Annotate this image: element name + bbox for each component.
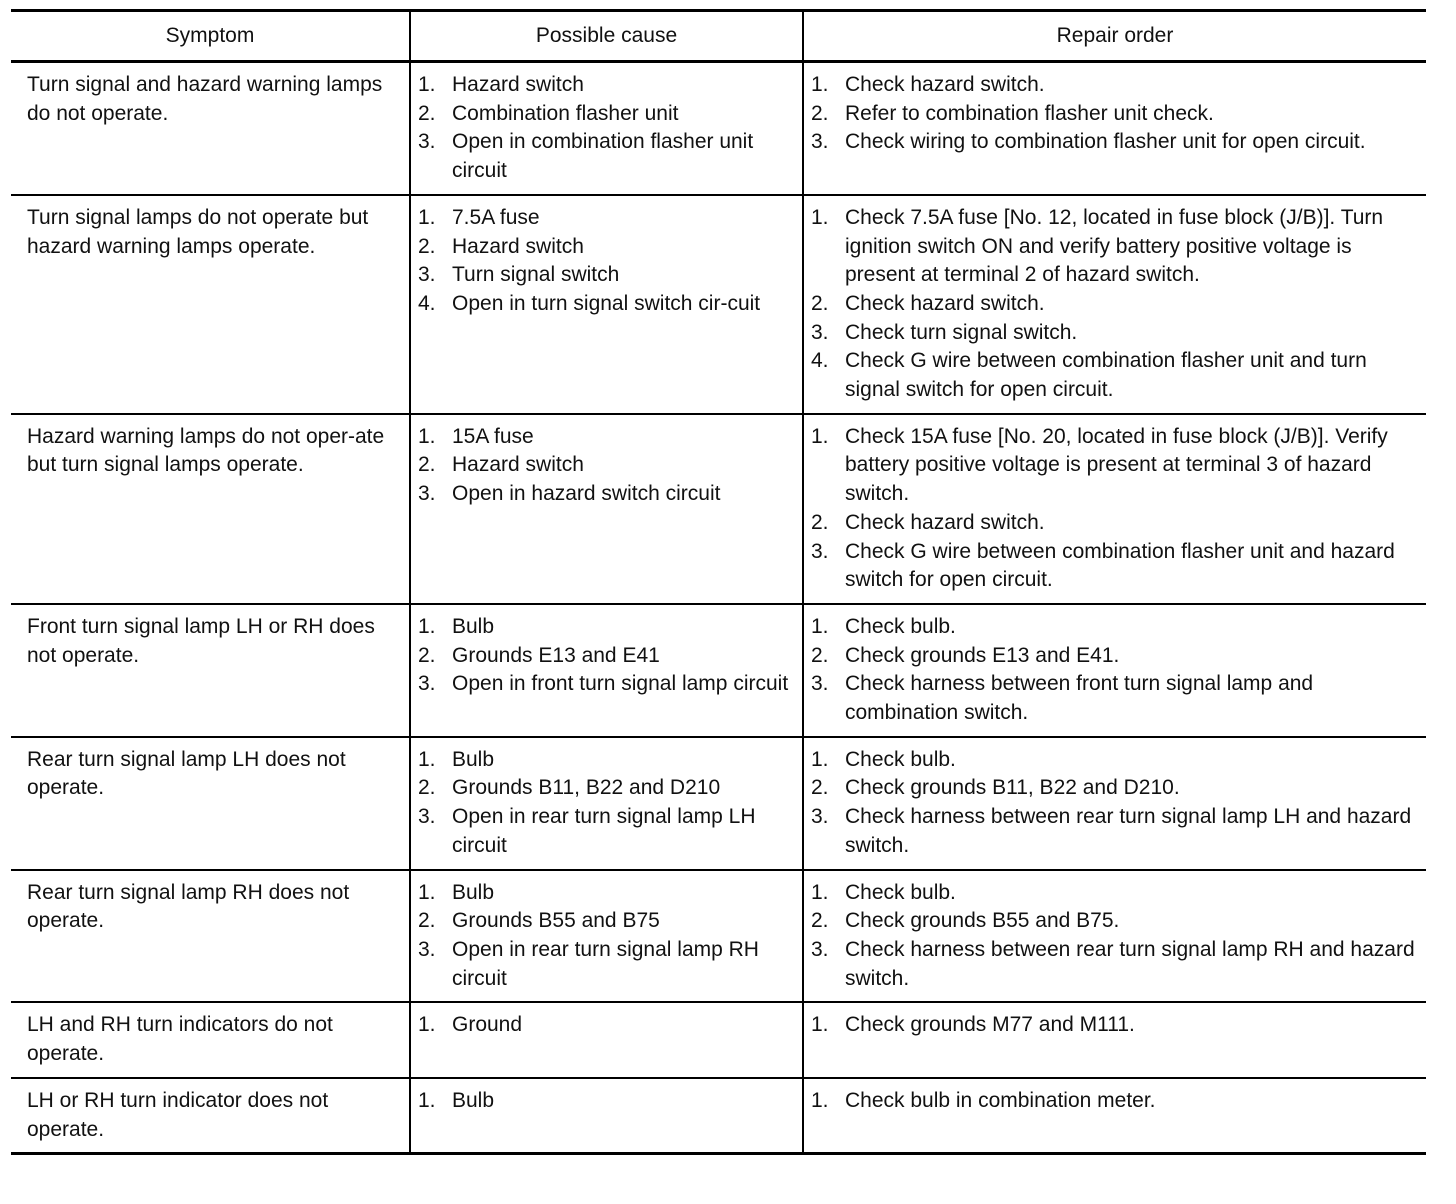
- repair-cell: [803, 870, 1426, 1003]
- cause-list: [418, 71, 796, 186]
- list-item: [811, 538, 1420, 595]
- item-number: 3.: [811, 539, 829, 563]
- repair-list: [811, 204, 1420, 405]
- repair-text: Check wiring to combination flasher unit for open circuit.: [845, 130, 1366, 154]
- repair-list: [811, 613, 1420, 728]
- list-item: [418, 100, 796, 129]
- list-item: [418, 642, 796, 671]
- cause-text: 7.5A fuse: [452, 205, 540, 229]
- cause-text: Bulb: [452, 1088, 495, 1112]
- cause-list: [418, 746, 796, 861]
- item-number: 3.: [418, 805, 436, 829]
- list-item: [811, 613, 1420, 642]
- list-item: [811, 290, 1420, 319]
- list-item: [418, 290, 796, 319]
- repair-text: Check grounds B55 and B75.: [845, 909, 1120, 933]
- cause-cell: [410, 1078, 803, 1154]
- list-item: [811, 936, 1420, 993]
- list-item: [811, 509, 1420, 538]
- cause-text: Open in turn signal switch cir-cuit: [452, 291, 761, 315]
- troubleshooting-table: [11, 9, 1426, 1155]
- repair-list: [811, 423, 1420, 595]
- repair-cell: [803, 195, 1426, 414]
- item-number: 1.: [418, 1088, 436, 1112]
- item-number: 1.: [418, 1013, 436, 1037]
- symptom-cell: Front turn signal lamp LH or RH does not operate.: [11, 604, 410, 737]
- cause-list: [418, 1087, 796, 1116]
- list-item: [811, 879, 1420, 908]
- item-number: 1.: [418, 747, 436, 771]
- item-number: 3.: [811, 672, 829, 696]
- list-item: [811, 907, 1420, 936]
- repair-cell: [803, 737, 1426, 870]
- repair-text: Check harness between rear turn signal lamp LH and hazard switch.: [845, 805, 1412, 857]
- cause-cell: [410, 604, 803, 737]
- list-item: [418, 774, 796, 803]
- symptom-cell: Turn signal lamps do not operate but hazard warning lamps operate.: [11, 195, 410, 414]
- cause-text: Open in hazard switch circuit: [452, 482, 721, 506]
- item-number: 3.: [418, 672, 436, 696]
- item-number: 1.: [418, 73, 436, 96]
- item-number: 3.: [418, 263, 436, 287]
- cause-text: Open in combination flasher unit circuit: [452, 130, 754, 183]
- cause-text: 15A fuse: [452, 424, 534, 448]
- list-item: [418, 480, 796, 509]
- list-item: [811, 642, 1420, 671]
- list-item: [811, 71, 1420, 100]
- symptom-cell: LH or RH turn indicator does not operate.: [11, 1078, 410, 1154]
- list-item: [418, 128, 796, 185]
- table-row: [11, 1078, 1426, 1154]
- list-item: [418, 233, 796, 262]
- cause-text: Hazard switch: [452, 234, 584, 258]
- cause-text: Hazard switch: [452, 73, 584, 96]
- cause-text: Hazard switch: [452, 453, 584, 477]
- item-number: 2.: [811, 909, 829, 933]
- item-number: 1.: [418, 424, 436, 448]
- item-number: 1.: [418, 205, 436, 229]
- repair-list: [811, 1011, 1420, 1040]
- cause-text: Bulb: [452, 747, 495, 771]
- list-item: [811, 319, 1420, 348]
- table-row: [11, 62, 1426, 195]
- repair-cell: [803, 62, 1426, 195]
- item-number: 1.: [418, 614, 436, 638]
- item-number: 3.: [811, 805, 829, 829]
- repair-text: Check grounds B11, B22 and D210.: [845, 776, 1180, 800]
- item-number: 1.: [418, 880, 436, 904]
- header-repair-order: Repair order: [803, 11, 1426, 62]
- symptom-cell: Hazard warning lamps do not oper-ate but turn signal lamps operate.: [11, 414, 410, 604]
- cause-cell: [410, 414, 803, 604]
- item-number: 3.: [418, 937, 436, 961]
- list-item: [418, 613, 796, 642]
- list-item: [811, 803, 1420, 860]
- repair-list: [811, 71, 1420, 157]
- repair-text: Check bulb.: [845, 880, 956, 904]
- symptom-cell: Rear turn signal lamp RH does not operate.: [11, 870, 410, 1003]
- cause-list: [418, 879, 796, 994]
- list-item: [418, 451, 796, 480]
- cause-text: Grounds E13 and E41: [452, 643, 660, 667]
- list-item: [418, 907, 796, 936]
- symptom-cell: Rear turn signal lamp LH does not operate.: [11, 737, 410, 870]
- cause-text: Grounds B55 and B75: [452, 909, 660, 933]
- cause-text: Grounds B11, B22 and D210: [452, 776, 721, 800]
- item-number: 1.: [811, 880, 829, 904]
- item-number: 3.: [811, 130, 829, 154]
- header-row: [11, 11, 1426, 62]
- item-number: 2.: [811, 776, 829, 800]
- item-number: 1.: [811, 747, 829, 771]
- list-item: [811, 423, 1420, 509]
- item-number: 1.: [811, 424, 829, 448]
- item-number: 3.: [811, 937, 829, 961]
- cause-cell: [410, 1002, 803, 1077]
- list-item: [811, 1011, 1420, 1040]
- cause-text: Bulb: [452, 614, 495, 638]
- item-number: 3.: [418, 482, 436, 506]
- repair-text: Check bulb in combination meter.: [845, 1088, 1156, 1112]
- cause-cell: [410, 737, 803, 870]
- cause-list: [418, 613, 796, 699]
- item-number: 1.: [811, 614, 829, 638]
- list-item: [811, 347, 1420, 404]
- header-symptom: Symptom: [11, 11, 410, 62]
- item-number: 2.: [418, 909, 436, 933]
- cause-text: Open in rear turn signal lamp RH circuit: [452, 937, 759, 990]
- cause-text: Bulb: [452, 880, 495, 904]
- repair-list: [811, 879, 1420, 994]
- repair-text: Check bulb.: [845, 747, 956, 771]
- list-item: [811, 1087, 1420, 1116]
- symptom-cell: LH and RH turn indicators do not operate.: [11, 1002, 410, 1077]
- cause-text: Turn signal switch: [452, 263, 620, 287]
- list-item: [811, 774, 1420, 803]
- repair-text: Check grounds M77 and M111.: [845, 1013, 1135, 1037]
- repair-text: Check hazard switch.: [845, 73, 1045, 96]
- table-row: [11, 737, 1426, 870]
- item-number: 2.: [418, 776, 436, 800]
- list-item: [418, 204, 796, 233]
- item-number: 2.: [418, 643, 436, 667]
- list-item: [811, 204, 1420, 290]
- item-number: 2.: [418, 101, 436, 125]
- table-row: [11, 1002, 1426, 1077]
- list-item: [418, 71, 796, 100]
- cause-cell: [410, 195, 803, 414]
- cause-text: Open in front turn signal lamp circuit: [452, 672, 789, 696]
- repair-text: Check bulb.: [845, 614, 956, 638]
- repair-list: [811, 746, 1420, 861]
- table-row: [11, 195, 1426, 414]
- item-number: 1.: [811, 1088, 829, 1112]
- cause-text: Open in rear turn signal lamp LH circuit: [452, 805, 756, 857]
- list-item: [418, 423, 796, 452]
- repair-text: Check 15A fuse [No. 20, located in fuse block (J/B)]. Verify battery positive voltage is present at terminal 3 of hazard switch.: [845, 424, 1388, 506]
- list-item: [811, 746, 1420, 775]
- list-item: [418, 746, 796, 775]
- item-number: 2.: [811, 291, 829, 315]
- table-row: [11, 414, 1426, 604]
- repair-text: Refer to combination flasher unit check.: [845, 101, 1214, 125]
- cause-text: Ground: [452, 1013, 523, 1037]
- repair-text: Check harness between rear turn signal lamp RH and hazard switch.: [845, 937, 1415, 990]
- list-item: [811, 100, 1420, 129]
- item-number: 3.: [418, 130, 436, 154]
- list-item: [418, 1087, 796, 1116]
- cause-cell: [410, 62, 803, 195]
- cause-cell: [410, 870, 803, 1003]
- repair-cell: [803, 604, 1426, 737]
- repair-text: Check grounds E13 and E41.: [845, 643, 1120, 667]
- item-number: 3.: [811, 320, 829, 344]
- list-item: [418, 670, 796, 699]
- header-possible-cause: Possible cause: [410, 11, 803, 62]
- table-body: [11, 62, 1426, 1154]
- item-number: 2.: [418, 453, 436, 477]
- repair-text: Check hazard switch.: [845, 510, 1045, 534]
- item-number: 1.: [811, 1013, 829, 1037]
- item-number: 4.: [811, 349, 829, 373]
- repair-text: Check G wire between combination flasher unit and turn signal switch for open circuit.: [845, 349, 1367, 402]
- repair-cell: [803, 414, 1426, 604]
- list-item: [811, 670, 1420, 727]
- repair-text: Check hazard switch.: [845, 291, 1045, 315]
- list-item: [418, 261, 796, 290]
- symptom-cell: Turn signal and hazard warning lamps do not operate.: [11, 62, 410, 195]
- repair-cell: [803, 1078, 1426, 1154]
- cause-list: [418, 1011, 796, 1040]
- list-item: [418, 936, 796, 993]
- repair-cell: [803, 1002, 1426, 1077]
- item-number: 2.: [418, 234, 436, 258]
- table-row: [11, 604, 1426, 737]
- repair-text: Check G wire between combination flasher unit and hazard switch for open circuit.: [845, 539, 1395, 592]
- repair-list: [811, 1087, 1420, 1116]
- item-number: 2.: [811, 510, 829, 534]
- repair-text: Check turn signal switch.: [845, 320, 1078, 344]
- item-number: 4.: [418, 291, 436, 315]
- list-item: [418, 1011, 796, 1040]
- cause-list: [418, 423, 796, 509]
- repair-text: Check 7.5A fuse [No. 12, located in fuse block (J/B)]. Turn ignition switch ON and verify battery positive voltage is present at terminal 2 of hazard switch.: [845, 205, 1384, 287]
- item-number: 1.: [811, 205, 829, 229]
- item-number: 2.: [811, 101, 829, 125]
- list-item: [418, 879, 796, 908]
- item-number: 1.: [811, 73, 829, 96]
- list-item: [811, 128, 1420, 157]
- repair-text: Check harness between front turn signal lamp and combination switch.: [845, 672, 1314, 725]
- table-row: [11, 870, 1426, 1003]
- list-item: [418, 803, 796, 860]
- cause-text: Combination flasher unit: [452, 101, 679, 125]
- item-number: 2.: [811, 643, 829, 667]
- cause-list: [418, 204, 796, 319]
